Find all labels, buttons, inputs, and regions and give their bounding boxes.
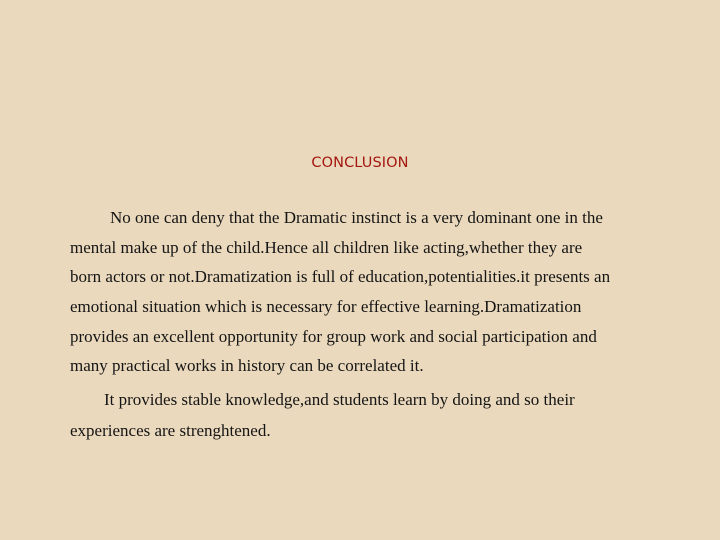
slide-title: CONCLUSION <box>311 155 409 171</box>
paragraph-line: No one can deny that the Dramatic instinct is a very dominant one in the <box>110 208 603 227</box>
paragraph-line: emotional situation which is necessary for effective learning.Dramatization <box>70 297 582 316</box>
paragraph-line: provides an excellent opportunity for group work and social participation and <box>70 327 597 346</box>
paragraph-line: many practical works in history can be correlated it. <box>70 356 424 375</box>
paragraph-line: mental make up of the child.Hence all children like acting,whether they are <box>70 238 583 257</box>
paragraph-line: It provides stable knowledge,and students learn by doing and so their <box>104 390 575 409</box>
paragraph-line: experiences are strenghtened. <box>70 421 271 440</box>
paragraph-line: born actors or not.Dramatization is full of education,potentialities.it presents an <box>70 267 611 286</box>
